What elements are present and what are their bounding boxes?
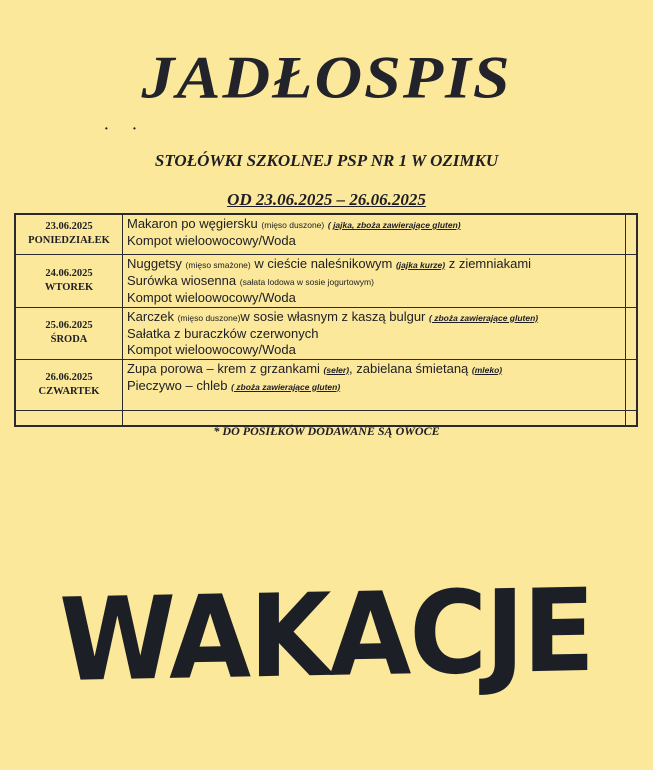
day-date: 24.06.2025 — [45, 267, 93, 279]
fruit-note: * DO POSIŁKÓW DODAWANE SĄ OWOCE — [213, 424, 440, 438]
dish-text: Kompot wieloowocowy/Woda — [127, 233, 296, 248]
dish-text: , zabielana śmietaną — [349, 360, 472, 376]
dish-text: w sosie własnym z kaszą bulgur — [240, 308, 429, 324]
menu-row — [15, 254, 637, 307]
preparation-note: (mięso smażone) — [185, 259, 251, 270]
day-name: ŚRODA — [50, 334, 88, 345]
preparation-note: (sałata lodowa w sosie jogurtowym) — [239, 276, 374, 287]
menu-row — [15, 307, 637, 359]
empty-cell — [626, 254, 638, 307]
stray-dots: · · — [104, 122, 147, 137]
dish-line — [127, 342, 621, 358]
vacation-text: WAKACJE — [59, 564, 594, 707]
dish-line — [127, 273, 621, 290]
dish-line — [127, 326, 621, 342]
day-date: 25.06.2025 — [45, 320, 93, 331]
dish-text: Zupa porowa – krem z grzankami — [127, 360, 324, 376]
dish-text: Sałatka z buraczków czerwonych — [127, 325, 319, 341]
preparation-note: (mięso duszone) — [177, 312, 241, 323]
dish-text: z ziemniakami — [445, 255, 532, 271]
dishes-cell — [123, 359, 626, 410]
dishes-cell — [123, 307, 626, 359]
dish-line — [127, 361, 621, 378]
dish-text: w cieście naleśnikowym — [250, 255, 396, 271]
dish-text: Surówka wiosenna — [127, 272, 240, 288]
dish-text: Kompot wieloowocowy/Woda — [127, 341, 296, 357]
day-cell — [15, 254, 123, 307]
menu-row — [15, 214, 637, 254]
empty-cell — [626, 214, 638, 254]
dishes-cell — [123, 254, 626, 307]
vacation-banner — [0, 564, 653, 707]
day-name: CZWARTEK — [38, 385, 100, 397]
allergen-note: ( jajka, zboża zawierające gluten) — [327, 220, 461, 230]
empty-cell — [626, 307, 638, 359]
dish-line — [127, 233, 621, 249]
date-range: OD 23.06.2025 – 26.06.2025 — [227, 190, 426, 209]
allergen-note: ( zboża zawierające gluten) — [231, 381, 341, 392]
day-cell — [15, 307, 123, 359]
empty-cell — [626, 359, 638, 410]
dish-text: Kompot wieloowocowy/Woda — [127, 289, 296, 305]
allergen-note: (jajka kurze) — [395, 259, 446, 270]
preparation-note: (mięso duszone) — [261, 220, 325, 230]
allergen-note: (seler) — [323, 364, 350, 375]
dish-line — [127, 256, 621, 273]
dish-line — [127, 216, 621, 233]
day-date: 26.06.2025 — [45, 371, 93, 383]
day-name: PONIEDZIAŁEK — [28, 235, 110, 247]
day-name: WTOREK — [44, 281, 94, 293]
menu-table — [14, 213, 638, 427]
dish-text: Nuggetsy — [127, 255, 186, 271]
dish-line — [127, 309, 621, 326]
dishes-cell — [123, 214, 626, 254]
dish-line — [127, 378, 621, 395]
day-date: 23.06.2025 — [45, 221, 93, 233]
allergen-note: ( zboża zawierające gluten) — [429, 312, 539, 323]
day-cell — [15, 214, 123, 254]
menu-row — [15, 359, 637, 410]
page-title: JADŁOSPIS — [141, 43, 512, 112]
dish-text: Pieczywo – chleb — [127, 377, 232, 393]
dish-text: Karczek — [127, 308, 178, 324]
allergen-note: (mleko) — [471, 364, 503, 375]
page-subtitle: STOŁÓWKI SZKOLNEJ PSP NR 1 W OZIMKU — [154, 151, 499, 170]
day-cell — [15, 359, 123, 410]
dish-text: Makaron po węgiersku — [127, 216, 262, 231]
dish-line — [127, 290, 621, 306]
